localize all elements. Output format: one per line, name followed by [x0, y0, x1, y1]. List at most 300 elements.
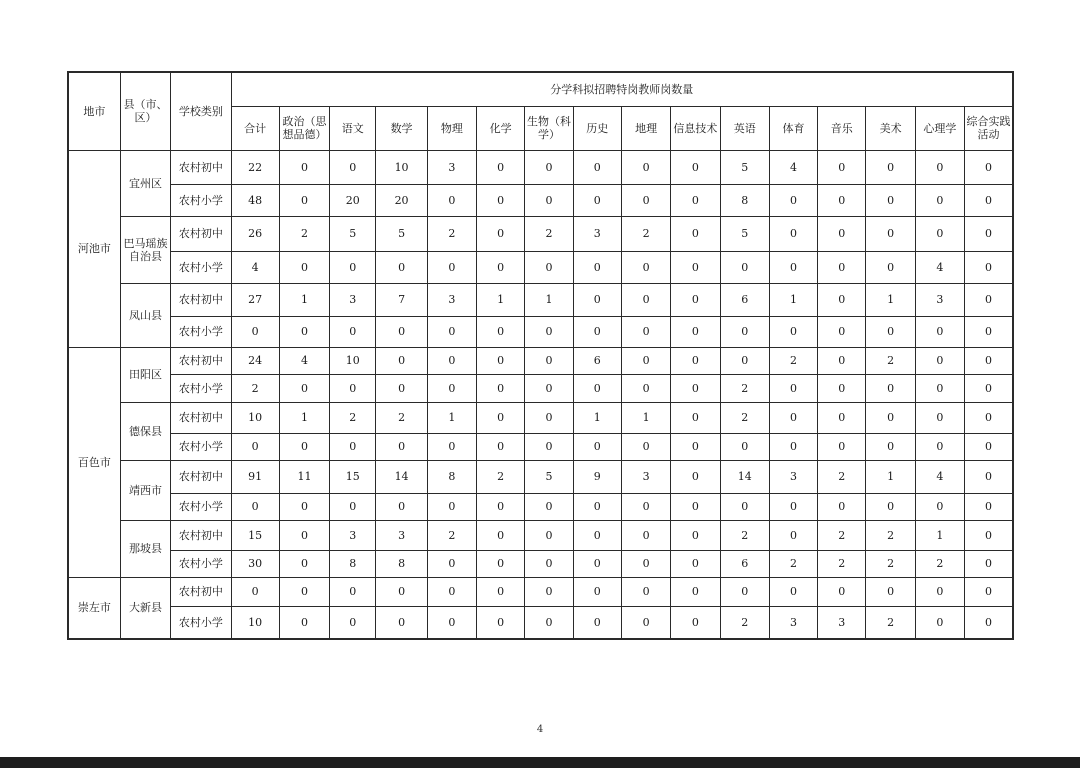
value-cell: 0	[915, 216, 964, 251]
value-cell: 0	[477, 550, 525, 577]
county-cell: 凤山县	[120, 283, 170, 347]
value-cell: 0	[965, 606, 1013, 639]
value-cell: 0	[231, 493, 279, 520]
value-cell: 0	[965, 460, 1013, 493]
value-cell: 0	[965, 347, 1013, 374]
value-cell: 5	[720, 216, 769, 251]
value-cell: 0	[376, 433, 427, 460]
value-cell: 0	[376, 493, 427, 520]
value-cell: 2	[231, 374, 279, 402]
value-cell: 22	[231, 150, 279, 184]
value-cell: 0	[573, 316, 621, 347]
table-row	[68, 374, 1013, 402]
value-cell: 0	[573, 150, 621, 184]
value-cell: 0	[720, 493, 769, 520]
value-cell: 0	[671, 550, 720, 577]
value-cell: 0	[477, 316, 525, 347]
value-cell: 1	[866, 460, 915, 493]
header-subject: 美术	[866, 106, 915, 150]
header-subject: 信息技术	[671, 106, 720, 150]
value-cell: 0	[427, 374, 476, 402]
value-cell: 2	[525, 216, 573, 251]
value-cell: 0	[477, 577, 525, 606]
value-cell: 4	[915, 460, 964, 493]
county-cell: 那坡县	[120, 520, 170, 577]
school-type-cell: 农村初中	[171, 520, 231, 550]
header-subject: 合计	[231, 106, 279, 150]
value-cell: 0	[965, 493, 1013, 520]
value-cell: 6	[720, 283, 769, 316]
value-cell: 0	[477, 493, 525, 520]
value-cell: 0	[818, 347, 866, 374]
county-cell: 巴马瑶族自治县	[120, 216, 170, 283]
value-cell: 14	[720, 460, 769, 493]
value-cell: 0	[573, 577, 621, 606]
value-cell: 0	[279, 150, 329, 184]
value-cell: 0	[621, 606, 670, 639]
value-cell: 0	[915, 347, 964, 374]
table-row	[68, 606, 1013, 639]
header-subject: 政治（思想品德）	[279, 106, 329, 150]
value-cell: 4	[231, 251, 279, 283]
city-cell: 百色市	[68, 347, 120, 577]
value-cell: 0	[915, 150, 964, 184]
value-cell: 0	[279, 251, 329, 283]
value-cell: 0	[818, 316, 866, 347]
value-cell: 0	[818, 150, 866, 184]
value-cell: 0	[573, 184, 621, 216]
value-cell: 0	[965, 184, 1013, 216]
value-cell: 0	[573, 251, 621, 283]
value-cell: 20	[330, 184, 376, 216]
value-cell: 0	[525, 316, 573, 347]
value-cell: 0	[671, 520, 720, 550]
value-cell: 0	[769, 577, 817, 606]
value-cell: 2	[769, 550, 817, 577]
value-cell: 0	[915, 433, 964, 460]
value-cell: 0	[671, 150, 720, 184]
value-cell: 3	[330, 520, 376, 550]
value-cell: 2	[427, 216, 476, 251]
value-cell: 2	[818, 460, 866, 493]
value-cell: 0	[671, 577, 720, 606]
value-cell: 0	[231, 316, 279, 347]
table-row	[68, 577, 1013, 606]
value-cell: 2	[376, 402, 427, 433]
value-cell: 0	[573, 433, 621, 460]
value-cell: 0	[621, 316, 670, 347]
school-type-cell: 农村初中	[171, 577, 231, 606]
school-type-cell: 农村初中	[171, 460, 231, 493]
value-cell: 0	[720, 251, 769, 283]
value-cell: 0	[818, 283, 866, 316]
header-subject: 生物（科学）	[525, 106, 573, 150]
value-cell: 0	[376, 606, 427, 639]
value-cell: 0	[621, 493, 670, 520]
value-cell: 2	[818, 520, 866, 550]
value-cell: 0	[573, 550, 621, 577]
value-cell: 0	[621, 374, 670, 402]
value-cell: 0	[525, 550, 573, 577]
value-cell: 3	[621, 460, 670, 493]
value-cell: 30	[231, 550, 279, 577]
value-cell: 0	[477, 184, 525, 216]
value-cell: 0	[671, 493, 720, 520]
value-cell: 0	[330, 606, 376, 639]
value-cell: 0	[525, 251, 573, 283]
value-cell: 0	[915, 374, 964, 402]
value-cell: 0	[279, 316, 329, 347]
value-cell: 0	[866, 150, 915, 184]
value-cell: 27	[231, 283, 279, 316]
value-cell: 0	[573, 283, 621, 316]
value-cell: 0	[376, 316, 427, 347]
scan-edge-bar	[0, 757, 1080, 768]
value-cell: 3	[818, 606, 866, 639]
value-cell: 0	[525, 433, 573, 460]
value-cell: 8	[330, 550, 376, 577]
value-cell: 0	[279, 550, 329, 577]
value-cell: 2	[915, 550, 964, 577]
county-cell: 大新县	[120, 577, 170, 639]
table-row	[68, 433, 1013, 460]
header-subject: 体育	[769, 106, 817, 150]
value-cell: 0	[573, 606, 621, 639]
value-cell: 0	[621, 184, 670, 216]
value-cell: 0	[720, 316, 769, 347]
value-cell: 2	[866, 347, 915, 374]
value-cell: 0	[818, 433, 866, 460]
value-cell: 5	[330, 216, 376, 251]
value-cell: 5	[720, 150, 769, 184]
value-cell: 0	[818, 216, 866, 251]
header-row-group	[68, 72, 1013, 106]
value-cell: 0	[330, 433, 376, 460]
school-type-cell: 农村小学	[171, 316, 231, 347]
value-cell: 10	[376, 150, 427, 184]
value-cell: 0	[231, 433, 279, 460]
table-row	[68, 150, 1013, 184]
value-cell: 0	[525, 150, 573, 184]
value-cell: 4	[279, 347, 329, 374]
value-cell: 26	[231, 216, 279, 251]
value-cell: 0	[477, 402, 525, 433]
value-cell: 0	[330, 577, 376, 606]
value-cell: 0	[427, 577, 476, 606]
header-subject: 英语	[720, 106, 769, 150]
value-cell: 3	[573, 216, 621, 251]
value-cell: 0	[376, 347, 427, 374]
value-cell: 0	[376, 374, 427, 402]
value-cell: 0	[769, 251, 817, 283]
value-cell: 4	[769, 150, 817, 184]
value-cell: 0	[965, 520, 1013, 550]
value-cell: 0	[525, 374, 573, 402]
value-cell: 15	[330, 460, 376, 493]
value-cell: 0	[671, 460, 720, 493]
value-cell: 0	[965, 216, 1013, 251]
value-cell: 0	[621, 550, 670, 577]
value-cell: 0	[525, 577, 573, 606]
value-cell: 0	[720, 433, 769, 460]
value-cell: 0	[720, 577, 769, 606]
value-cell: 0	[427, 316, 476, 347]
table-row	[68, 316, 1013, 347]
value-cell: 0	[573, 493, 621, 520]
value-cell: 0	[525, 184, 573, 216]
value-cell: 8	[376, 550, 427, 577]
value-cell: 0	[621, 577, 670, 606]
school-type-cell: 农村初中	[171, 402, 231, 433]
teacher-posts-table	[67, 71, 1014, 640]
value-cell: 2	[720, 374, 769, 402]
county-cell: 德保县	[120, 402, 170, 460]
table-row	[68, 347, 1013, 374]
value-cell: 0	[671, 216, 720, 251]
header-subject: 心理学	[915, 106, 964, 150]
value-cell: 0	[866, 577, 915, 606]
value-cell: 3	[427, 150, 476, 184]
table-row	[68, 493, 1013, 520]
value-cell: 0	[621, 433, 670, 460]
value-cell: 10	[231, 606, 279, 639]
value-cell: 6	[573, 347, 621, 374]
value-cell: 0	[477, 606, 525, 639]
header-city: 地市	[68, 72, 120, 150]
value-cell: 0	[525, 520, 573, 550]
value-cell: 91	[231, 460, 279, 493]
value-cell: 1	[427, 402, 476, 433]
value-cell: 0	[279, 577, 329, 606]
value-cell: 0	[525, 347, 573, 374]
value-cell: 0	[769, 493, 817, 520]
value-cell: 0	[818, 402, 866, 433]
value-cell: 0	[866, 433, 915, 460]
value-cell: 2	[720, 402, 769, 433]
value-cell: 20	[376, 184, 427, 216]
value-cell: 1	[279, 283, 329, 316]
value-cell: 0	[477, 251, 525, 283]
value-cell: 0	[769, 184, 817, 216]
school-type-cell: 农村小学	[171, 550, 231, 577]
table-row	[68, 251, 1013, 283]
value-cell: 9	[573, 460, 621, 493]
value-cell: 3	[915, 283, 964, 316]
value-cell: 0	[621, 150, 670, 184]
value-cell: 0	[427, 606, 476, 639]
value-cell: 0	[621, 347, 670, 374]
value-cell: 15	[231, 520, 279, 550]
value-cell: 11	[279, 460, 329, 493]
header-subject: 音乐	[818, 106, 866, 150]
value-cell: 0	[525, 493, 573, 520]
table-row	[68, 402, 1013, 433]
value-cell: 5	[376, 216, 427, 251]
value-cell: 0	[965, 577, 1013, 606]
value-cell: 0	[769, 374, 817, 402]
value-cell: 0	[279, 184, 329, 216]
value-cell: 0	[671, 283, 720, 316]
value-cell: 3	[330, 283, 376, 316]
value-cell: 0	[573, 520, 621, 550]
value-cell: 0	[769, 216, 817, 251]
value-cell: 0	[621, 520, 670, 550]
school-type-cell: 农村初中	[171, 347, 231, 374]
value-cell: 0	[866, 316, 915, 347]
value-cell: 0	[671, 251, 720, 283]
county-cell: 田阳区	[120, 347, 170, 402]
county-cell: 宜州区	[120, 150, 170, 216]
value-cell: 0	[330, 150, 376, 184]
value-cell: 1	[477, 283, 525, 316]
value-cell: 0	[477, 216, 525, 251]
value-cell: 3	[376, 520, 427, 550]
value-cell: 8	[427, 460, 476, 493]
value-cell: 0	[621, 251, 670, 283]
value-cell: 0	[427, 184, 476, 216]
value-cell: 1	[915, 520, 964, 550]
value-cell: 2	[621, 216, 670, 251]
value-cell: 2	[720, 606, 769, 639]
value-cell: 0	[671, 433, 720, 460]
value-cell: 0	[965, 402, 1013, 433]
value-cell: 1	[769, 283, 817, 316]
value-cell: 0	[231, 577, 279, 606]
value-cell: 0	[671, 606, 720, 639]
value-cell: 0	[965, 251, 1013, 283]
value-cell: 0	[671, 184, 720, 216]
value-cell: 10	[231, 402, 279, 433]
value-cell: 0	[866, 402, 915, 433]
value-cell: 1	[621, 402, 670, 433]
value-cell: 0	[525, 606, 573, 639]
table-row	[68, 550, 1013, 577]
value-cell: 0	[720, 347, 769, 374]
value-cell: 2	[818, 550, 866, 577]
value-cell: 2	[427, 520, 476, 550]
value-cell: 0	[769, 433, 817, 460]
school-type-cell: 农村初中	[171, 216, 231, 251]
value-cell: 0	[965, 550, 1013, 577]
value-cell: 1	[866, 283, 915, 316]
value-cell: 1	[525, 283, 573, 316]
header-subject: 综合实践活动	[965, 106, 1013, 150]
header-subject: 历史	[573, 106, 621, 150]
value-cell: 0	[915, 184, 964, 216]
value-cell: 0	[525, 402, 573, 433]
table-row	[68, 520, 1013, 550]
value-cell: 0	[671, 347, 720, 374]
city-cell: 河池市	[68, 150, 120, 347]
page-number: 4	[536, 724, 544, 735]
table-row	[68, 460, 1013, 493]
header-subject: 数学	[376, 106, 427, 150]
value-cell: 0	[671, 374, 720, 402]
value-cell: 0	[965, 374, 1013, 402]
value-cell: 0	[769, 402, 817, 433]
value-cell: 0	[279, 520, 329, 550]
value-cell: 2	[477, 460, 525, 493]
value-cell: 0	[621, 283, 670, 316]
school-type-cell: 农村初中	[171, 150, 231, 184]
value-cell: 0	[330, 251, 376, 283]
value-cell: 0	[769, 316, 817, 347]
value-cell: 0	[866, 251, 915, 283]
header-subject: 物理	[427, 106, 476, 150]
value-cell: 10	[330, 347, 376, 374]
value-cell: 0	[330, 493, 376, 520]
value-cell: 0	[376, 251, 427, 283]
header-school-type: 学校类别	[171, 72, 231, 150]
value-cell: 0	[376, 577, 427, 606]
header-subject-group: 分学科拟招聘特岗教师岗数量	[231, 72, 1013, 106]
value-cell: 0	[573, 374, 621, 402]
value-cell: 1	[573, 402, 621, 433]
value-cell: 0	[427, 493, 476, 520]
value-cell: 2	[866, 606, 915, 639]
value-cell: 2	[769, 347, 817, 374]
school-type-cell: 农村小学	[171, 374, 231, 402]
value-cell: 3	[769, 606, 817, 639]
value-cell: 0	[279, 433, 329, 460]
value-cell: 0	[965, 150, 1013, 184]
value-cell: 2	[720, 520, 769, 550]
city-cell: 崇左市	[68, 577, 120, 639]
value-cell: 0	[769, 520, 817, 550]
school-type-cell: 农村小学	[171, 606, 231, 639]
value-cell: 0	[866, 374, 915, 402]
value-cell: 0	[427, 251, 476, 283]
value-cell: 24	[231, 347, 279, 374]
value-cell: 0	[965, 433, 1013, 460]
header-subject: 地理	[621, 106, 670, 150]
value-cell: 0	[818, 184, 866, 216]
value-cell: 2	[279, 216, 329, 251]
value-cell: 7	[376, 283, 427, 316]
school-type-cell: 农村小学	[171, 433, 231, 460]
value-cell: 0	[477, 520, 525, 550]
value-cell: 0	[818, 374, 866, 402]
value-cell: 0	[671, 402, 720, 433]
value-cell: 2	[330, 402, 376, 433]
value-cell: 0	[818, 251, 866, 283]
value-cell: 3	[769, 460, 817, 493]
value-cell: 0	[915, 316, 964, 347]
value-cell: 0	[915, 493, 964, 520]
value-cell: 0	[866, 216, 915, 251]
value-cell: 5	[525, 460, 573, 493]
value-cell: 0	[915, 402, 964, 433]
value-cell: 0	[477, 150, 525, 184]
value-cell: 3	[427, 283, 476, 316]
value-cell: 0	[477, 374, 525, 402]
value-cell: 0	[965, 316, 1013, 347]
value-cell: 0	[477, 433, 525, 460]
value-cell: 8	[720, 184, 769, 216]
header-county: 县（市、区）	[120, 72, 170, 150]
value-cell: 0	[330, 374, 376, 402]
value-cell: 0	[671, 316, 720, 347]
value-cell: 0	[427, 347, 476, 374]
value-cell: 4	[915, 251, 964, 283]
school-type-cell: 农村小学	[171, 493, 231, 520]
value-cell: 48	[231, 184, 279, 216]
value-cell: 0	[279, 606, 329, 639]
value-cell: 0	[818, 493, 866, 520]
value-cell: 2	[866, 520, 915, 550]
school-type-cell: 农村初中	[171, 283, 231, 316]
value-cell: 0	[915, 577, 964, 606]
